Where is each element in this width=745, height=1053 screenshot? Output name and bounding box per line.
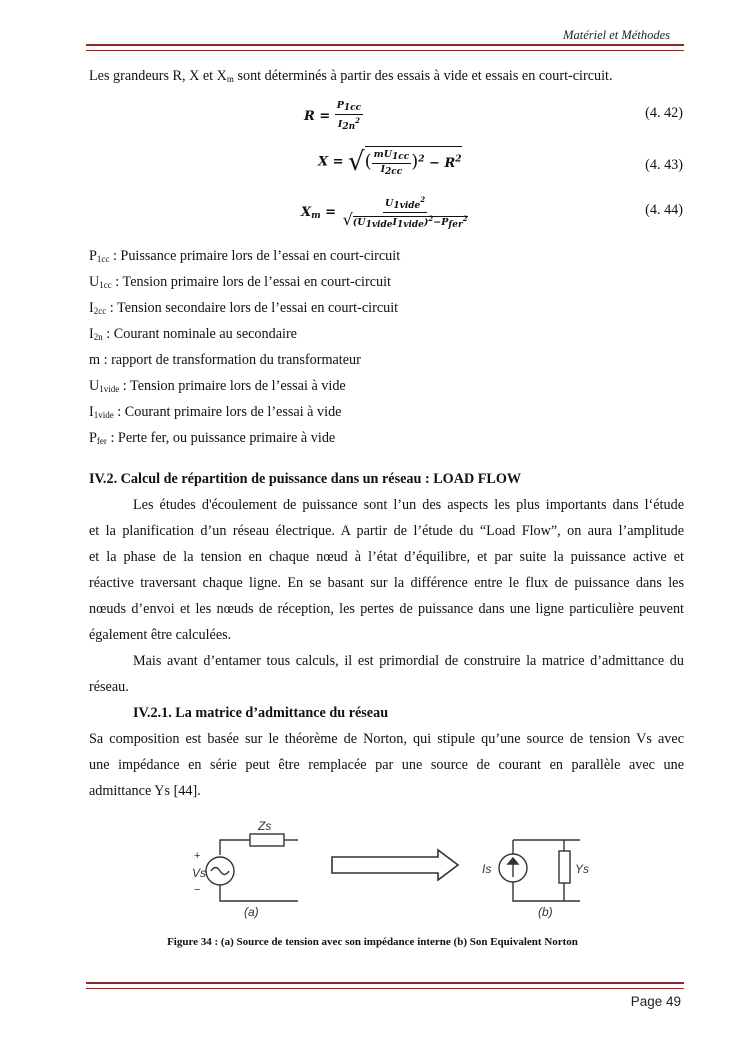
- definition-line: $I_{2n}$ : Courant nominale au secondaire: [89, 326, 297, 342]
- definition-line: $I_{2cc}$ : Tension secondaire lors de l’essai en court-circuit: [89, 300, 399, 316]
- paragraph-line: réseau.: [89, 679, 129, 695]
- label-ys: Ys: [575, 862, 590, 876]
- equation-4-44: $X_m$ = $\frac{U_{1vide}^2}{√(U_{1vide}I_{1vide})^2-P_{fer}^2}$: [301, 195, 468, 231]
- paragraph-line: admittance Ys [44].: [89, 783, 201, 799]
- definition-line: $P_{1cc}$ : Puissance primaire lors de l’essai en court-circuit: [89, 248, 401, 264]
- label-plus: +: [194, 850, 201, 862]
- label-b: (b): [538, 905, 553, 919]
- admittance-resistor: [559, 851, 570, 883]
- equation-4-42: R = $\frac{P_{1cc}}{I_{2n}^2}$: [304, 100, 362, 133]
- intro-line: Les grandeurs R, X et $X_m$ sont déterminés à partir des essais à vide et essais en court-circuit.: [89, 68, 613, 84]
- header-rule: [86, 44, 684, 51]
- paragraph-line: Les études d'écoulement de puissance sont l’un des aspects les plus importants dans l‘étude: [133, 497, 684, 513]
- paragraph-line: également être calculées.: [89, 627, 232, 643]
- definition-line: $P_{fer}$ : Perte fer, ou puissance primaire à vide: [89, 430, 336, 446]
- paragraph-line: nœuds d’envoi et les nœuds de réception, les pertes de puissance dans une ligne particulière peuvent: [89, 601, 684, 617]
- label-is: Is: [482, 862, 492, 876]
- footer-rule: [86, 982, 684, 989]
- definition-line: $U_{1cc}$ : Tension primaire lors de l’essai en court-circuit: [89, 274, 392, 290]
- definition-line: $I_{1vide}$ : Courant primaire lors de l’essai à vide: [89, 404, 342, 420]
- subsection-heading: IV.2.1. La matrice d’admittance du réseau: [133, 705, 389, 721]
- section-heading: IV.2. Calcul de répartition de puissance dans un réseau : LOAD FLOW: [89, 471, 522, 487]
- impedance-resistor: [250, 834, 284, 846]
- paragraph-line: Mais avant d’entamer tous calculs, il est primordial de construire la matrice d’admittance du: [133, 653, 684, 669]
- label-vs: Vs: [192, 866, 207, 880]
- current-source-circuit: [499, 840, 580, 901]
- figure-caption: Figure 34 : (a) Source de tension avec son impédance interne (b) Son Equivalent Norton: [167, 936, 578, 948]
- definition-line: m : rapport de transformation du transformateur: [89, 352, 361, 368]
- label-minus: −: [194, 884, 201, 896]
- paragraph-line: Sa composition est basée sur le théorème de Norton, qui stipule qu’une source de tension Vs avec: [89, 731, 684, 747]
- paragraph-line: réactive traversant chaque ligne. En se basant sur la différence entre le flux de puissance dans les: [89, 575, 684, 591]
- voltage-source-circuit: [206, 834, 298, 901]
- circuit-figure: [180, 815, 600, 925]
- paragraph-line: une impédance en série peut être remplacée par une source de courant en parallèle avec une: [89, 757, 684, 773]
- equation-number: (4. 42): [645, 105, 683, 121]
- page-number: Page 49: [630, 994, 681, 1009]
- label-zs: Zs: [258, 819, 272, 833]
- paragraph-line: et la planification d’un réseau électrique. A partir de l’étude du “Load Flow”, on aura l’amplitude: [89, 523, 684, 539]
- transform-arrow-icon: [332, 850, 458, 880]
- running-header: Matériel et Méthodes: [563, 28, 670, 42]
- definition-line: $U_{1vide}$ : Tension primaire lors de l’essai à vide: [89, 378, 346, 394]
- paragraph-line: et la phase de la tension en chaque nœud à l’état d’équilibre, et par suite la puissance active et: [89, 549, 684, 565]
- label-a: (a): [244, 905, 259, 919]
- equation-number: (4. 43): [645, 157, 683, 173]
- equation-4-43: X = √( $\frac{mU_{1cc}}{I_{2cc}}$ )$^2 - R^2$: [318, 147, 462, 177]
- equation-number: (4. 44): [645, 202, 683, 218]
